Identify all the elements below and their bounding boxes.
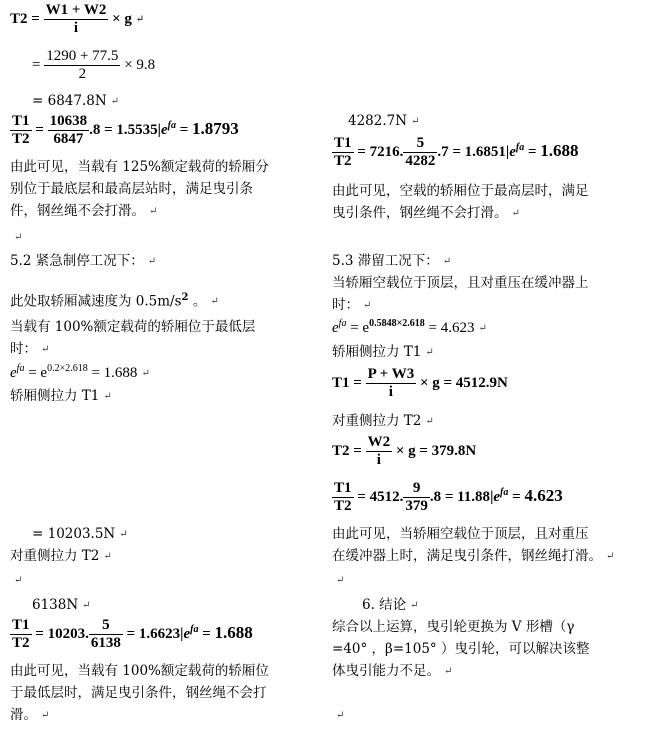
section-heading-5-2: 5.2 紧急制停工况下： ↵ xyxy=(10,253,157,269)
conclusion-paragraph-4: 由此可见，当轿厢空载位于顶层，且对重压 在缓冲器上时，满足曳引条件，钢丝绳打滑。 ↵ xyxy=(332,526,615,564)
return-mark: ↵ xyxy=(336,574,345,586)
section-heading-5-3: 5.3 滞留工况下： ↵ xyxy=(332,253,452,269)
counterweight-tension-label-r: 对重侧拉力 T2 ↵ xyxy=(332,413,434,429)
ratio-equation-2: $\frac{T1}{T2}$ = 10203. $\frac{5}{6138}$ = $1.6623|e^{fa} = 1.688$ xyxy=(12,617,253,651)
conclusion-paragraph-1: 由此可见，当载有 125%额定载荷的轿厢分 别位于最底层和最高层站时，满足曳引条 件，钢丝绳不会打滑。 ↵ xyxy=(10,159,269,219)
counterweight-tension-value-r: 4282.7N ↵ xyxy=(348,113,420,129)
equation-t2: T2 = $\frac{W1 + W2}{i}$ × g ↵ xyxy=(10,2,145,36)
final-conclusion: 综合以上运算，曳引轮更换为 V 形槽（γ =40° ，β=105° ）曳引轮，可以解决该整 体曳引能力不足。 ↵ xyxy=(332,619,590,679)
counterweight-tension-value: 6138N ↵ xyxy=(32,597,91,613)
stall-condition-text: 当轿厢空载位于顶层，且对重压在缓冲器上 时： ↵ xyxy=(332,275,589,313)
equation-t1-stall: T1 = $\frac{P + W3}{i}$ × g = 4512.9N xyxy=(332,366,508,400)
friction-equation-r: $e^{fa} = e^{0.5848\times 2.618} = 4.623$ ↵ xyxy=(332,318,487,336)
equation-t2-substituted: = $\frac{1290 + 77.5}{2}$ × 9.8 xyxy=(32,48,156,82)
conclusion-paragraph-2: 由此可见，当载有 100%额定载荷的轿厢位 于最低层时，满足曳引条件，钢丝绳不会打 滑。 ↵ xyxy=(10,663,269,723)
return-mark: ↵ xyxy=(14,231,23,243)
counterweight-tension-label: 对重侧拉力 T2 ↵ xyxy=(10,548,112,564)
ratio-equation-1: $\frac{T1}{T2}$ = $\frac{10638}{6847}$ $.8 = 1.5535|e^{fa} = 1.8793$ xyxy=(12,113,239,147)
ratio-equation-3: $\frac{T1}{T2}$ = 7216. $\frac{5}{4282}$ $.7 = 1.6851|e^{fa} = 1.688$ xyxy=(334,135,579,169)
car-side-tension-label: 轿厢侧拉力 T1 ↵ xyxy=(10,388,112,404)
result-t2: = 6847.8N ↵ xyxy=(32,93,120,109)
section-heading-6: 6. 结论 ↵ xyxy=(362,597,419,613)
deceleration-text: 此处取轿厢减速度为 $0.5m/s^2$ 。 ↵ xyxy=(10,292,219,310)
conclusion-paragraph-3: 由此可见，空载的轿厢位于最高层时，满足 曳引条件，钢丝绳不会打滑。 ↵ xyxy=(332,183,589,221)
car-side-tension-label-r: 轿厢侧拉力 T1 ↵ xyxy=(332,344,434,360)
return-mark: ↵ xyxy=(336,709,345,721)
load-condition-text: 当载有 100%额定载荷的轿厢位于最低层 时： ↵ xyxy=(10,319,256,357)
friction-equation: $e^{fa} = e^{0.2\times 2.618} = 1.688$ ↵ xyxy=(10,363,150,381)
ratio-equation-4: $\frac{T1}{T2}$ = 4512. $\frac{9}{379}$ $.8 = 11.88|e^{fa} = 4.623$ xyxy=(334,480,563,514)
return-mark: ↵ xyxy=(14,574,23,586)
equation-t2-stall: T2 = $\frac{W2}{i}$ × g = 379.8N xyxy=(332,434,477,468)
car-side-tension-value: = 10203.5N ↵ xyxy=(32,526,128,542)
